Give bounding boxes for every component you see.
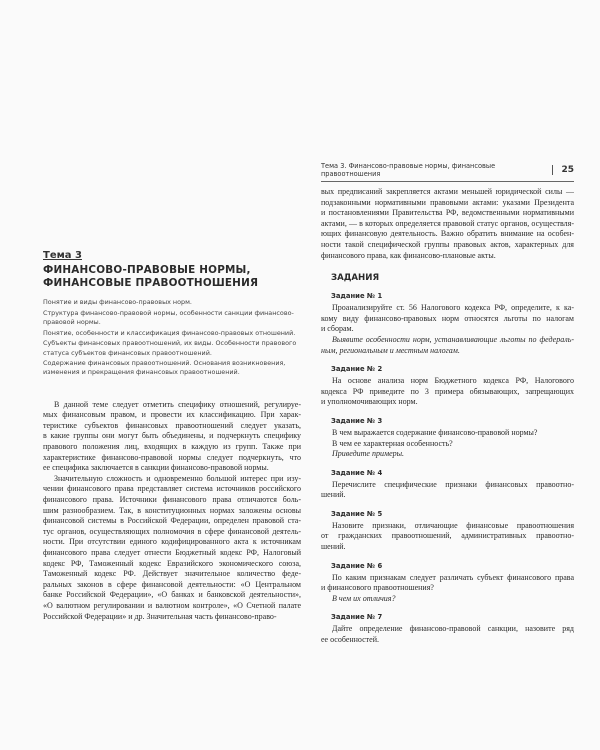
task-text <box>321 428 574 460</box>
text-line: ральных законов в сфере финансовой деятельности: «О Центральном <box>43 579 301 589</box>
text-line: и сборам. <box>321 324 354 334</box>
text-line: Таможенный кодекс РФ. Действует значительное количество феде- <box>43 569 301 579</box>
text-line: Назовите признаки, отличающие финансовые правоотношения <box>332 520 574 530</box>
chapter-title-line: ФИНАНСОВО-ПРАВОВЫЕ НОРМЫ, <box>43 264 251 276</box>
text-line: ее специфика заключается в санкции финансово-правовой нормы. <box>43 463 269 473</box>
task-item <box>321 562 574 605</box>
text-line: мых финансовым правом, и провести их классификацию. При харак- <box>43 410 301 420</box>
running-head-title: Тема 3. Финансово-правовые нормы, финансовые правоотношения <box>321 162 496 178</box>
text-line: подзаконными нормативными правовыми актами: указами Президента <box>321 197 574 207</box>
text-line: шений. <box>321 490 346 500</box>
task-title: Задание № 1 <box>331 292 383 301</box>
task-text <box>321 376 574 408</box>
text-line: кому виду финансово-правовых норм относятся льготы по налогам <box>321 313 574 323</box>
text-line: чении финансового права представляет система источников российского <box>43 484 301 494</box>
text-line: Приведите примеры. <box>332 449 405 459</box>
text-line: кодекса РФ приведите по 3 примера обязывающих, запрещающих <box>321 386 574 396</box>
text-line: ным, региональным и местным налогам. <box>321 345 460 355</box>
page-number: 25 <box>552 165 574 175</box>
chapter-title-line: ФИНАНСОВЫЕ ПРАВООТНОШЕНИЯ <box>43 277 259 289</box>
text-line: ющих финансовую деятельность. Важно обратить внимание на особен- <box>321 229 574 239</box>
text-line: тус органов, осуществляющих полномочия в сфере финансовой деятель- <box>43 526 301 536</box>
text-line: Выявите особенности норм, устанавливающие льготы по федераль- <box>332 334 574 344</box>
text-line: ее особенностей. <box>321 635 380 645</box>
continuation-text <box>321 187 574 261</box>
text-line: финансового права следует отнести Бюджетный кодекс РФ, Налоговый <box>43 547 301 557</box>
topic-item: Структура финансово-правовой нормы, особенности санкции финансово-правовой нормы. <box>43 308 294 326</box>
task-text <box>321 521 574 553</box>
topic-item: Понятие, особенности и классификация финансово-правовых отношений. <box>43 328 296 337</box>
text-line: финансовой системы в Российской Федерации, определен правовой ста- <box>43 516 301 526</box>
text-line: вых предписаний закрепляется актами меньшей юридической силы — <box>321 187 574 196</box>
topic-list <box>43 298 301 378</box>
text-line: «О валютном регулировании и валютном контроле», «О Счетной палате <box>43 600 301 610</box>
text-line: шим разнообразием. Так, в конституционных нормах заложены основы <box>43 505 301 515</box>
running-head <box>321 162 574 182</box>
text-line: теристике субъектов финансовых правоотношений следует указать, <box>43 420 301 430</box>
text-line: шений. <box>321 542 346 552</box>
text-line: Проанализируйте ст. 56 Налогового кодекса РФ, определите, к ка- <box>332 303 574 313</box>
text-line: В чем ее характерная особенность? <box>332 438 453 448</box>
section-title: ЗАДАНИЯ <box>331 273 380 284</box>
text-line: характеристике финансово-правовой нормы следует подчеркнуть, что <box>43 452 301 462</box>
task-title: Задание № 6 <box>331 561 383 570</box>
task-list <box>321 292 574 645</box>
topic-item: Субъекты финансовых правоотношений, их виды. Особенности правового статуса субъектов финансовых правоотношений. <box>43 339 297 357</box>
text-line: и финансового правоотношения? <box>321 583 434 593</box>
right-page <box>321 162 574 646</box>
text-line: финансового права. Источники финансового права отличаются боль- <box>43 494 301 504</box>
task-item <box>321 510 574 553</box>
task-item <box>321 365 574 408</box>
task-title: Задание № 3 <box>331 416 383 425</box>
left-page <box>43 250 301 622</box>
text-line: и постановлениями Правительства РФ, ведомственными нормативными <box>321 208 574 218</box>
text-line: ности такой специфической группы правовых актов, характерных для <box>321 239 574 249</box>
text-line: актами, — в которых определяется правовой статус органов, осуществля- <box>321 218 574 228</box>
body-text <box>43 400 301 622</box>
text-line: На основе анализа норм Бюджетного кодекса РФ, Налогового <box>332 376 574 386</box>
text-line: По каким признакам следует различать субъект финансового права <box>332 572 574 582</box>
text-line: Дайте определение финансово-правовой санкции, назовите ряд <box>332 624 574 634</box>
text-line: кодекс РФ, Таможенный кодекс Евразийского экономического союза, <box>43 558 301 568</box>
task-title: Задание № 7 <box>331 613 383 622</box>
task-text <box>321 573 574 605</box>
text-line: В данной теме следует отметить специфику отношений, регулируе- <box>54 399 301 409</box>
text-line: В чем их отличия? <box>332 593 396 603</box>
task-item <box>321 417 574 460</box>
task-text <box>321 303 574 356</box>
text-line: в какие группы они могут быть объединены, и подчеркнуть специфику <box>43 431 301 441</box>
task-text <box>321 624 574 645</box>
task-item <box>321 469 574 501</box>
task-item <box>321 613 574 645</box>
topic-item: Понятие и виды финансово-правовых норм. <box>43 298 192 306</box>
text-line: ности. При отсутствии единого кодифицированного акта к источникам <box>43 537 301 547</box>
text-line: банке Российской Федерации», «О банках и банковской деятельности», <box>43 590 301 600</box>
text-line: Значительную сложность и одновременно большой интерес при изу- <box>54 473 301 483</box>
text-line: правового положения лиц, входящих в каждую из групп. Также при <box>43 442 301 451</box>
task-text <box>321 480 574 501</box>
task-title: Задание № 5 <box>331 509 383 518</box>
task-title: Задание № 2 <box>331 365 383 374</box>
text-line: Перечислите специфические признаки финансовых правоотно- <box>332 479 574 489</box>
task-title: Задание № 4 <box>331 468 383 477</box>
text-line: и уполномочивающих норм. <box>321 397 418 407</box>
text-line: В чем выражается содержание финансово-правовой нормы? <box>332 427 538 437</box>
text-line: финансового права, как финансово-плановые акты. <box>321 250 496 260</box>
text-line: Российской Федерации» и др. Значительная часть финансово-право- <box>43 611 277 621</box>
chapter-title <box>43 264 301 290</box>
text-line: от гражданских правоотношений, административных правоотно- <box>321 531 574 541</box>
topic-label: Тема 3 <box>43 250 82 261</box>
task-item <box>321 292 574 356</box>
topic-item: Содержание финансовых правоотношений. Основания возникновения, изменения и прекращения финансовых правоотношений. <box>43 359 286 377</box>
